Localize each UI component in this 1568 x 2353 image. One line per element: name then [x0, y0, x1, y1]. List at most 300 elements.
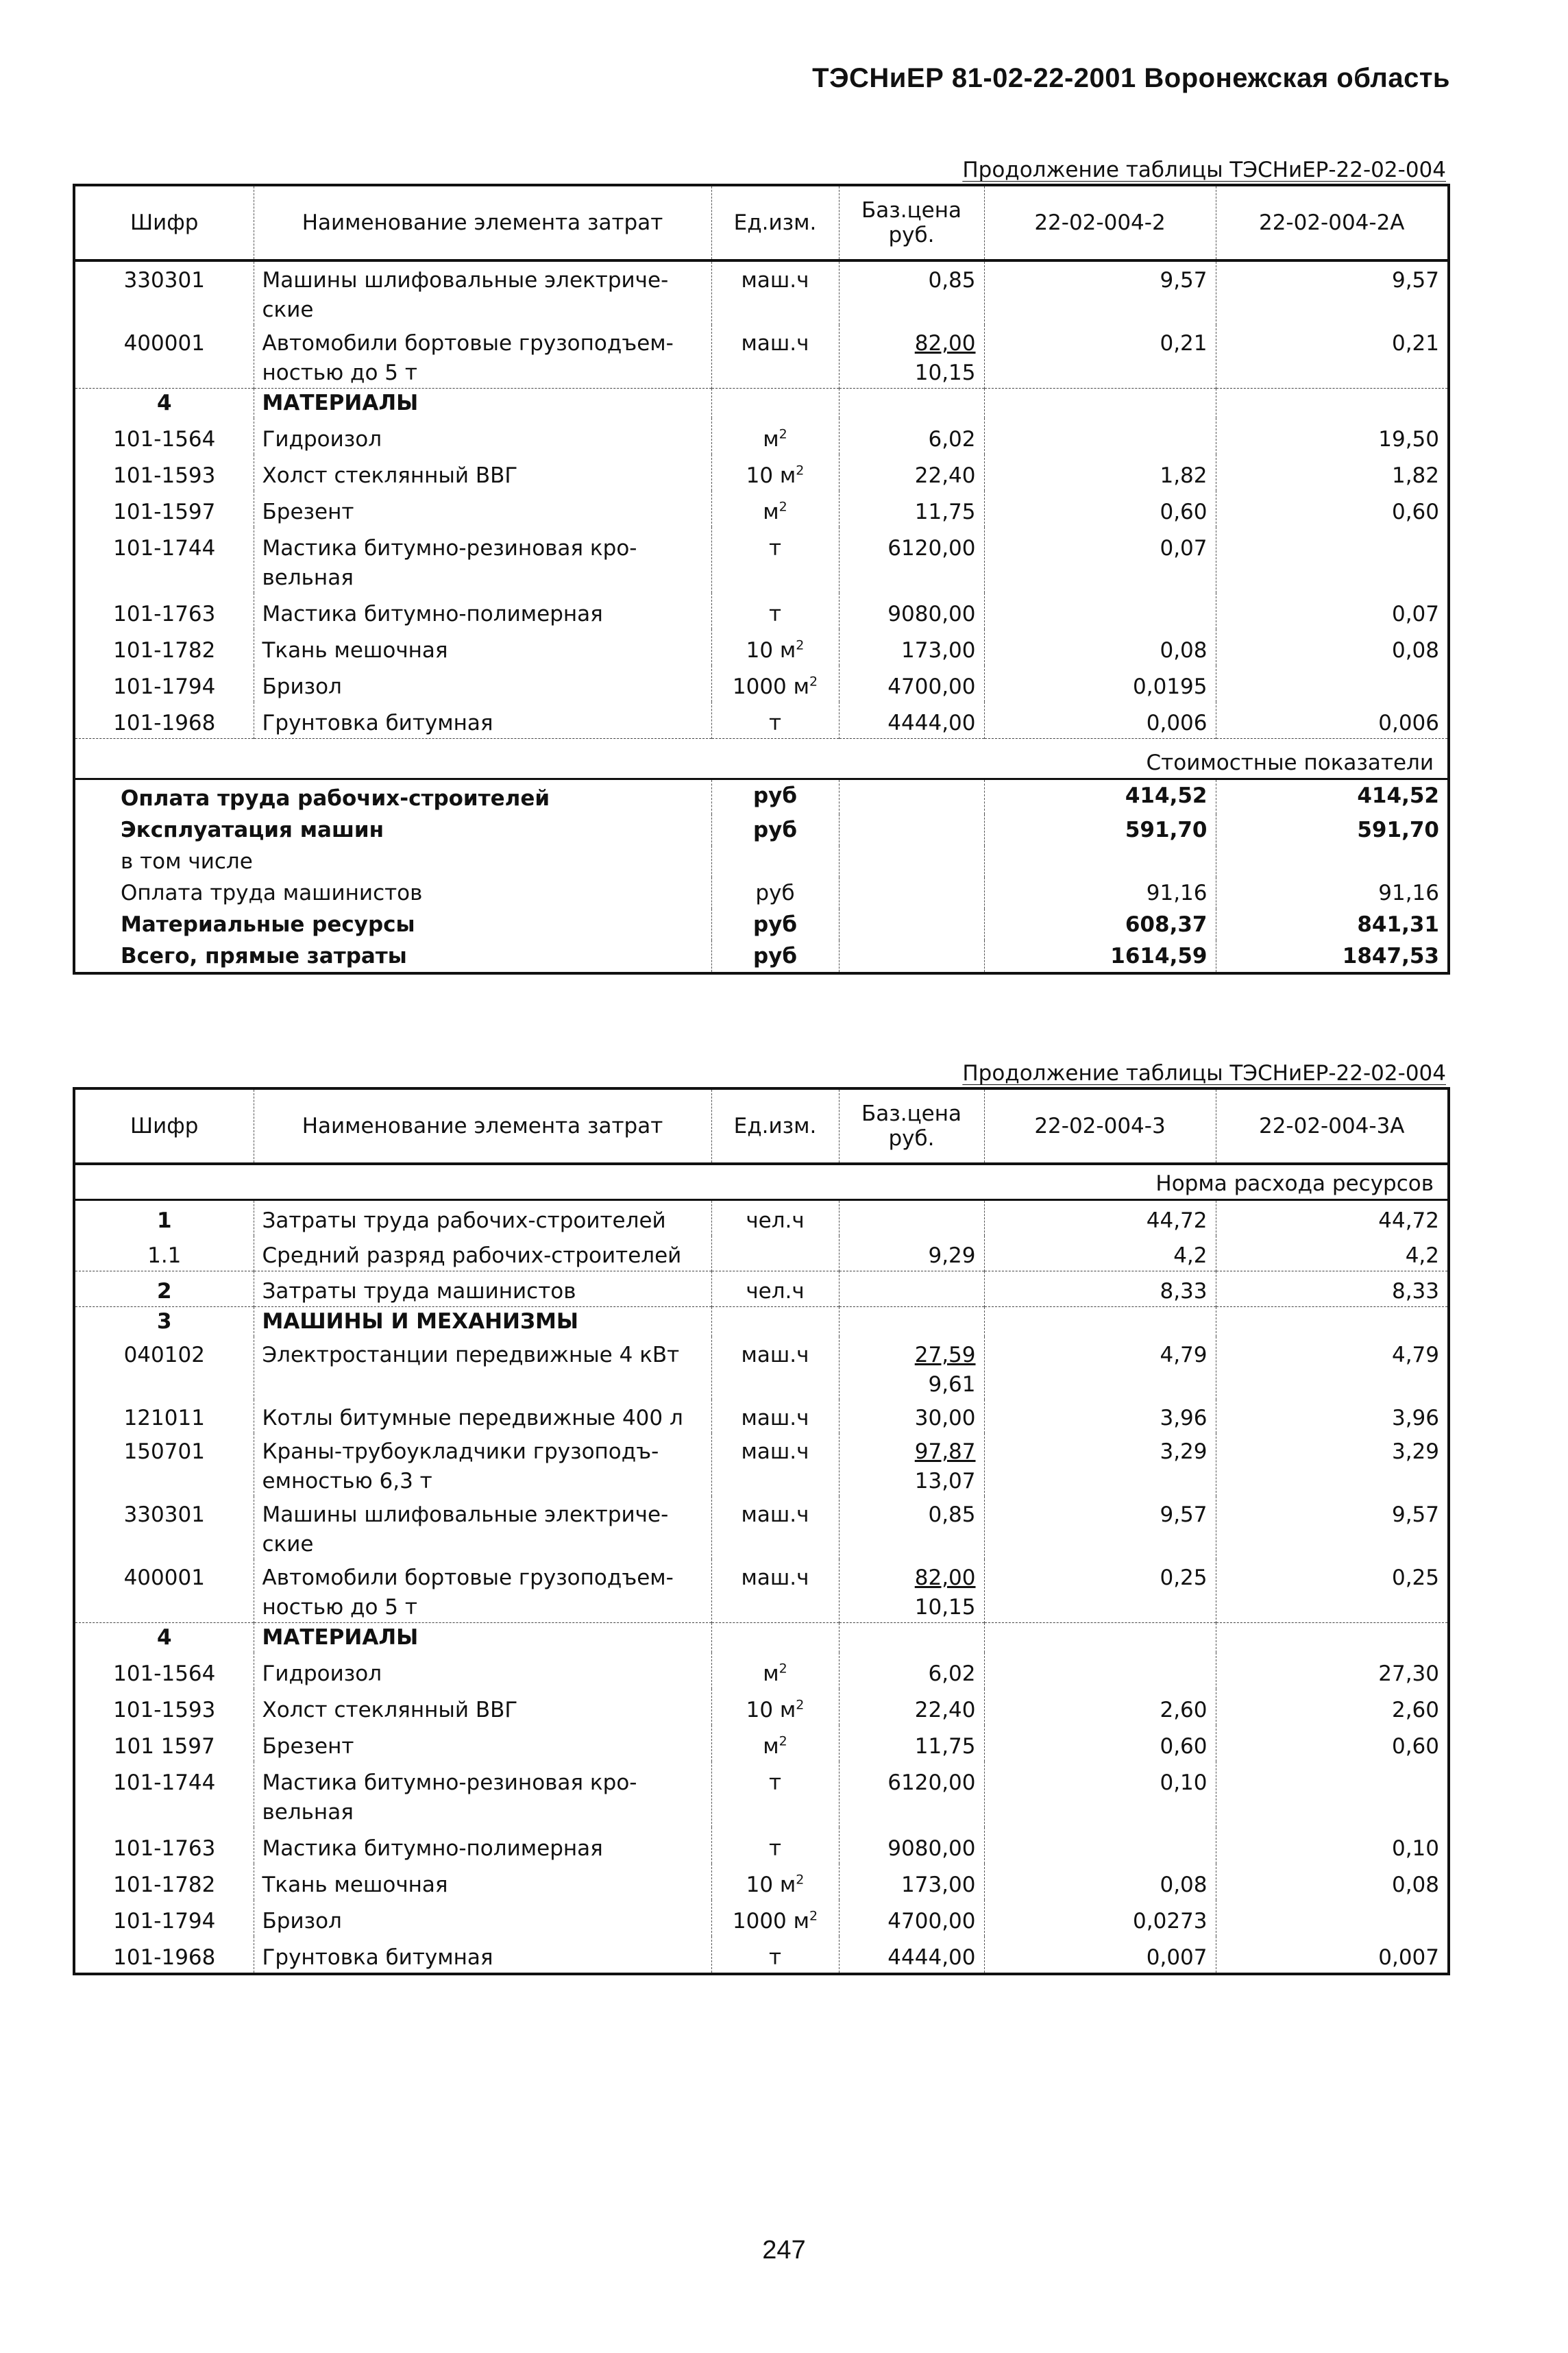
row-price	[839, 1761, 984, 1827]
row-code: 101-1782	[113, 1873, 216, 1897]
summary-value-2: 841,31	[1216, 909, 1449, 940]
row-name: Бризол	[254, 1900, 711, 1936]
row-value-2: 0,08	[1216, 629, 1449, 666]
table-row	[74, 1337, 1449, 1400]
row-code: 330301	[123, 1502, 205, 1527]
row-value-1: 0,0273	[984, 1900, 1216, 1936]
summary-price-empty	[839, 814, 984, 846]
row-code: 2	[74, 1271, 254, 1307]
table-row	[74, 527, 1449, 593]
table2	[73, 1087, 1450, 1975]
summary-value-2: 1847,53	[1216, 940, 1449, 973]
summary-unit: руб	[711, 877, 839, 909]
row-unit	[711, 666, 839, 702]
row-value-1: 0,08	[984, 1864, 1216, 1900]
price-machinist-value: 10,15	[914, 361, 976, 385]
row-code: 101-1763	[113, 1836, 216, 1861]
price-value: 11,75	[914, 500, 976, 524]
row-price	[839, 1936, 984, 1974]
unit-exponent: 2	[809, 1908, 818, 1924]
row-code: 1	[156, 1208, 172, 1233]
price-value: 27,59	[914, 1343, 976, 1367]
col-header-norm-2: 22-02-004-2А	[1216, 185, 1449, 260]
unit-text: м	[763, 1661, 779, 1686]
row-unit	[711, 1559, 839, 1623]
unit-text: т	[768, 711, 782, 735]
row-value-2: 9,57	[1216, 1496, 1449, 1559]
row-name: Краны-трубоукладчики грузоподъ-емностью 6,3 т	[254, 1433, 711, 1496]
unit-text: т	[768, 1945, 782, 1970]
row-value-2: 0,007	[1216, 1936, 1449, 1974]
row-value-2: 0,25	[1216, 1559, 1449, 1623]
row-name: Машины шлифовальные электриче-ские	[254, 260, 711, 325]
summary-value-1: 414,52	[984, 779, 1216, 815]
row-code: 400001	[123, 1565, 205, 1590]
row-price	[839, 1689, 984, 1725]
unit-exponent: 2	[796, 1697, 805, 1713]
row-unit	[711, 629, 839, 666]
col-header-unit: Ед.изм.	[711, 1088, 839, 1164]
row-code: 101 1597	[113, 1734, 215, 1759]
table-row	[74, 1200, 1449, 1236]
unit-text: маш.ч	[741, 1439, 809, 1464]
row-value-1: 0,60	[984, 491, 1216, 527]
row-name: Затраты труда рабочих-строителей	[254, 1200, 711, 1236]
row-unit	[711, 593, 839, 629]
row-price	[839, 454, 984, 491]
row-price	[839, 593, 984, 629]
row-value-2: 9,57	[1216, 260, 1449, 325]
row-name: Гидроизол	[254, 418, 711, 454]
col-header-price: Баз.цена руб.	[839, 185, 984, 260]
table2-caption: Продолжение таблицы ТЭСНиЕР-22-02-004	[962, 1061, 1446, 1086]
row-price	[839, 325, 984, 389]
row-unit	[711, 1864, 839, 1900]
band-label: Стоимостные показатели	[74, 739, 1449, 779]
row-value-2: 0,07	[1216, 593, 1449, 629]
row-price	[839, 1827, 984, 1864]
row-price	[839, 1653, 984, 1689]
price-value: 4444,00	[887, 711, 976, 735]
summary-row	[74, 940, 1449, 973]
row-name: Мастика битумно-полимерная	[254, 593, 711, 629]
row-name: Электростанции передвижные 4 кВт	[254, 1337, 711, 1400]
row-value-1	[984, 1827, 1216, 1864]
row-unit	[711, 1236, 839, 1271]
price-value: 9080,00	[887, 1836, 976, 1861]
row-name: Котлы битумные передвижные 400 л	[254, 1400, 711, 1433]
row-value-1	[984, 418, 1216, 454]
table-row	[74, 666, 1449, 702]
row-value-1: 0,10	[984, 1761, 1216, 1827]
row-value-2: 19,50	[1216, 418, 1449, 454]
row-value-1	[984, 1653, 1216, 1689]
price-machinist-value: 9,61	[928, 1372, 976, 1397]
price-value: 0,85	[928, 268, 976, 293]
summary-unit: руб	[711, 779, 839, 815]
price-value: 30,00	[914, 1406, 976, 1430]
row-code: 101-1968	[113, 1945, 216, 1970]
table-row	[74, 260, 1449, 325]
price-value: 82,00	[914, 1565, 976, 1590]
table-row	[74, 1496, 1449, 1559]
row-unit	[711, 702, 839, 739]
section-title: МАТЕРИАЛЫ	[254, 1623, 711, 1653]
price-value: 4700,00	[887, 674, 976, 699]
row-value-1	[984, 593, 1216, 629]
unit-text: м	[763, 427, 779, 452]
price-value: 6,02	[928, 427, 976, 452]
row-name: Ткань мешочная	[254, 629, 711, 666]
row-value-1: 4,79	[984, 1337, 1216, 1400]
row-value-1: 0,08	[984, 629, 1216, 666]
row-code: 101-1744	[113, 1770, 216, 1795]
col-header-code: Шифр	[74, 185, 254, 260]
row-value-1: 0,60	[984, 1725, 1216, 1761]
summary-row	[74, 846, 1449, 877]
row-name: Брезент	[254, 491, 711, 527]
row-unit	[711, 1337, 839, 1400]
unit-text: маш.ч	[741, 331, 809, 356]
table1-caption: Продолжение таблицы ТЭСНиЕР-22-02-004	[962, 158, 1446, 182]
section-title: МАТЕРИАЛЫ	[254, 389, 711, 419]
unit-text: 10 м	[746, 1698, 796, 1722]
unit-exponent: 2	[796, 1872, 805, 1888]
row-name: Затраты труда машинистов	[254, 1271, 711, 1307]
row-unit	[711, 1200, 839, 1236]
row-unit	[711, 1936, 839, 1974]
row-price	[839, 629, 984, 666]
price-value: 22,40	[914, 463, 976, 488]
summary-label: Эксплуатация машин	[121, 818, 384, 842]
row-value-1: 0,07	[984, 527, 1216, 593]
price-value: 6120,00	[887, 1770, 976, 1795]
price-value: 22,40	[914, 1698, 976, 1722]
table-row	[74, 1864, 1449, 1900]
row-name: Мастика битумно-полимерная	[254, 1827, 711, 1864]
summary-label: Оплата труда машинистов	[121, 881, 423, 905]
table-row	[74, 1827, 1449, 1864]
summary-value-1: 608,37	[984, 909, 1216, 940]
row-price	[839, 491, 984, 527]
price-value: 4700,00	[887, 1909, 976, 1934]
col-header-name: Наименование элемента затрат	[254, 185, 711, 260]
row-value-1: 3,29	[984, 1433, 1216, 1496]
row-value-2: 0,08	[1216, 1864, 1449, 1900]
row-name: Ткань мешочная	[254, 1864, 711, 1900]
section-number: 4	[74, 389, 254, 419]
row-code: 101-1564	[113, 1661, 216, 1686]
row-value-2	[1216, 666, 1449, 702]
row-price	[839, 418, 984, 454]
summary-label: в том числе	[121, 849, 253, 874]
summary-value-1: 91,16	[984, 877, 1216, 909]
table-row	[74, 629, 1449, 666]
unit-text: маш.ч	[741, 1502, 809, 1527]
row-value-2: 0,006	[1216, 702, 1449, 739]
row-unit	[711, 527, 839, 593]
section-row	[74, 1307, 1449, 1337]
row-value-2: 8,33	[1216, 1271, 1449, 1307]
row-value-2: 2,60	[1216, 1689, 1449, 1725]
table-row	[74, 593, 1449, 629]
summary-price-empty	[839, 940, 984, 973]
summary-value-2: 91,16	[1216, 877, 1449, 909]
row-value-2: 3,96	[1216, 1400, 1449, 1433]
price-value: 6120,00	[887, 536, 976, 561]
section-row	[74, 389, 1449, 419]
summary-price-empty	[839, 779, 984, 815]
document-header: ТЭСНиЕР 81-02-22-2001 Воронежская область	[812, 63, 1450, 93]
page-number: 247	[762, 2236, 806, 2265]
row-code: 101-1794	[113, 1909, 216, 1934]
unit-exponent: 2	[779, 1661, 787, 1677]
row-unit	[711, 325, 839, 389]
row-unit	[711, 1900, 839, 1936]
unit-text: м	[763, 1734, 779, 1759]
table-row	[74, 454, 1449, 491]
row-price	[839, 527, 984, 593]
row-price	[839, 1400, 984, 1433]
band-row	[74, 739, 1449, 779]
row-code: 101-1593	[113, 463, 216, 488]
unit-text: чел.ч	[746, 1208, 805, 1233]
summary-value-2	[1216, 846, 1449, 877]
price-value: 9,29	[928, 1243, 976, 1268]
col-header-norm-2: 22-02-004-3А	[1216, 1088, 1449, 1164]
price-value: 173,00	[901, 1873, 976, 1897]
row-code: 330301	[123, 268, 205, 293]
row-name: Грунтовка битумная	[254, 702, 711, 739]
row-value-1: 44,72	[984, 1200, 1216, 1236]
unit-text: 10 м	[746, 1873, 796, 1897]
row-code: 101-1564	[113, 427, 216, 452]
unit-exponent: 2	[796, 637, 805, 653]
row-unit	[711, 418, 839, 454]
row-unit	[711, 1725, 839, 1761]
row-code: 101-1968	[113, 711, 216, 735]
unit-exponent: 2	[809, 674, 818, 690]
row-price	[839, 1496, 984, 1559]
row-value-2	[1216, 1761, 1449, 1827]
col-header-norm-1: 22-02-004-2	[984, 185, 1216, 260]
row-price	[839, 702, 984, 739]
row-unit	[711, 1433, 839, 1496]
price-value: 82,00	[914, 331, 976, 356]
col-header-price: Баз.цена руб.	[839, 1088, 984, 1164]
row-code: 101-1763	[113, 602, 216, 626]
price-machinist-value: 10,15	[914, 1595, 976, 1620]
price-value: 11,75	[914, 1734, 976, 1759]
row-value-1: 0,25	[984, 1559, 1216, 1623]
row-price	[839, 1200, 984, 1236]
row-code: 101-1744	[113, 536, 216, 561]
summary-row	[74, 909, 1449, 940]
unit-exponent: 2	[779, 426, 787, 442]
section-number: 3	[74, 1307, 254, 1337]
row-value-1: 4,2	[984, 1236, 1216, 1271]
row-price	[839, 1236, 984, 1271]
summary-price-empty	[839, 846, 984, 877]
price-value: 97,87	[914, 1439, 976, 1464]
row-value-1: 0,007	[984, 1936, 1216, 1974]
row-value-2: 0,10	[1216, 1827, 1449, 1864]
row-code: 101-1794	[113, 674, 216, 699]
row-unit	[711, 1653, 839, 1689]
row-price	[839, 666, 984, 702]
row-name: Средний разряд рабочих-строителей	[254, 1236, 711, 1271]
summary-row	[74, 814, 1449, 846]
table-row	[74, 1433, 1449, 1496]
table-row	[74, 1236, 1449, 1271]
row-unit	[711, 1761, 839, 1827]
row-code: 1.1	[147, 1243, 182, 1268]
row-price	[839, 260, 984, 325]
unit-text: 10 м	[746, 463, 796, 488]
summary-value-2: 591,70	[1216, 814, 1449, 846]
row-value-1: 0,0195	[984, 666, 1216, 702]
table-row	[74, 1400, 1449, 1433]
unit-text: м	[763, 500, 779, 524]
row-unit	[711, 1827, 839, 1864]
row-name: Холст стеклянный ВВГ	[254, 454, 711, 491]
row-value-2: 27,30	[1216, 1653, 1449, 1689]
row-code: 040102	[123, 1343, 205, 1367]
row-unit	[711, 454, 839, 491]
summary-unit: руб	[711, 814, 839, 846]
row-value-1: 1,82	[984, 454, 1216, 491]
row-name: Бризол	[254, 666, 711, 702]
row-code: 121011	[123, 1406, 205, 1430]
row-unit	[711, 1689, 839, 1725]
row-name: Мастика битумно-резиновая кро-вельная	[254, 527, 711, 593]
unit-exponent: 2	[779, 499, 787, 515]
summary-value-1: 591,70	[984, 814, 1216, 846]
row-name: Автомобили бортовые грузоподъем-ностью до 5 т	[254, 325, 711, 389]
row-value-2: 0,21	[1216, 325, 1449, 389]
unit-text: т	[768, 1836, 782, 1861]
col-header-norm-1: 22-02-004-3	[984, 1088, 1216, 1164]
row-name: Гидроизол	[254, 1653, 711, 1689]
row-value-1: 3,96	[984, 1400, 1216, 1433]
summary-label: Материальные ресурсы	[121, 912, 415, 937]
table-row	[74, 1936, 1449, 1974]
table-row	[74, 1271, 1449, 1307]
row-code: 101-1782	[113, 638, 216, 663]
row-unit	[711, 1496, 839, 1559]
unit-text: т	[768, 536, 782, 561]
summary-unit	[711, 846, 839, 877]
row-value-1: 0,21	[984, 325, 1216, 389]
summary-value-1	[984, 846, 1216, 877]
table1	[73, 184, 1450, 975]
row-value-2: 4,79	[1216, 1337, 1449, 1400]
row-name: Машины шлифовальные электриче-ские	[254, 1496, 711, 1559]
table-row	[74, 1761, 1449, 1827]
row-unit: чел.ч	[711, 1271, 839, 1307]
table-row	[74, 702, 1449, 739]
band-label: Норма расхода ресурсов	[74, 1164, 1449, 1200]
row-unit	[711, 491, 839, 527]
row-unit	[711, 260, 839, 325]
row-value-1: 2,60	[984, 1689, 1216, 1725]
summary-label: Оплата труда рабочих-строителей	[121, 786, 550, 811]
price-value: 0,85	[928, 1502, 976, 1527]
price-value: 173,00	[901, 638, 976, 663]
row-value-2: 44,72	[1216, 1200, 1449, 1236]
section-title: МАШИНЫ И МЕХАНИЗМЫ	[254, 1307, 711, 1337]
row-code: 101-1597	[113, 500, 216, 524]
row-name: Грунтовка битумная	[254, 1936, 711, 1974]
row-price	[839, 1725, 984, 1761]
table-row	[74, 1653, 1449, 1689]
row-value-1: 9,57	[984, 260, 1216, 325]
row-value-2: 0,60	[1216, 491, 1449, 527]
unit-text: маш.ч	[741, 1406, 809, 1430]
row-value-2: 3,29	[1216, 1433, 1449, 1496]
unit-text: маш.ч	[741, 1343, 809, 1367]
summary-price-empty	[839, 877, 984, 909]
row-price	[839, 1559, 984, 1623]
table-row	[74, 418, 1449, 454]
unit-exponent: 2	[796, 463, 805, 478]
row-name: Брезент	[254, 1725, 711, 1761]
summary-row	[74, 779, 1449, 815]
table-row	[74, 325, 1449, 389]
row-value-1: 0,006	[984, 702, 1216, 739]
summary-unit: руб	[711, 909, 839, 940]
table-row	[74, 491, 1449, 527]
row-value-2: 4,2	[1216, 1236, 1449, 1271]
unit-text: т	[768, 1770, 782, 1795]
row-code: 150701	[123, 1439, 205, 1464]
row-code: 400001	[123, 331, 205, 356]
row-value-2	[1216, 527, 1449, 593]
section-number: 4	[74, 1623, 254, 1653]
table-row	[74, 1725, 1449, 1761]
row-value-1: 8,33	[984, 1271, 1216, 1307]
row-value-2	[1216, 1900, 1449, 1936]
col-header-code: Шифр	[74, 1088, 254, 1164]
summary-value-1: 1614,59	[984, 940, 1216, 973]
col-header-unit: Ед.изм.	[711, 185, 839, 260]
unit-text: 1000 м	[732, 1909, 810, 1934]
price-value: 9080,00	[887, 602, 976, 626]
summary-unit: руб	[711, 940, 839, 973]
row-price	[839, 1337, 984, 1400]
unit-text: т	[768, 602, 782, 626]
row-name: Автомобили бортовые грузоподъем-ностью до 5 т	[254, 1559, 711, 1623]
unit-text: 10 м	[746, 638, 796, 663]
row-value-1: 9,57	[984, 1496, 1216, 1559]
price-value: 6,02	[928, 1661, 976, 1686]
band-row	[74, 1164, 1449, 1200]
unit-text: маш.ч	[741, 268, 809, 293]
row-price	[839, 1864, 984, 1900]
price-machinist-value: 13,07	[914, 1469, 976, 1494]
row-code: 101-1593	[113, 1698, 216, 1722]
unit-exponent: 2	[779, 1733, 787, 1749]
row-value-2: 0,60	[1216, 1725, 1449, 1761]
row-price	[839, 1433, 984, 1496]
unit-text: 1000 м	[732, 674, 810, 699]
summary-value-2: 414,52	[1216, 779, 1449, 815]
summary-label: Всего, прямые затраты	[121, 944, 407, 968]
summary-price-empty	[839, 909, 984, 940]
table-row	[74, 1900, 1449, 1936]
summary-row	[74, 877, 1449, 909]
unit-text: маш.ч	[741, 1565, 809, 1590]
